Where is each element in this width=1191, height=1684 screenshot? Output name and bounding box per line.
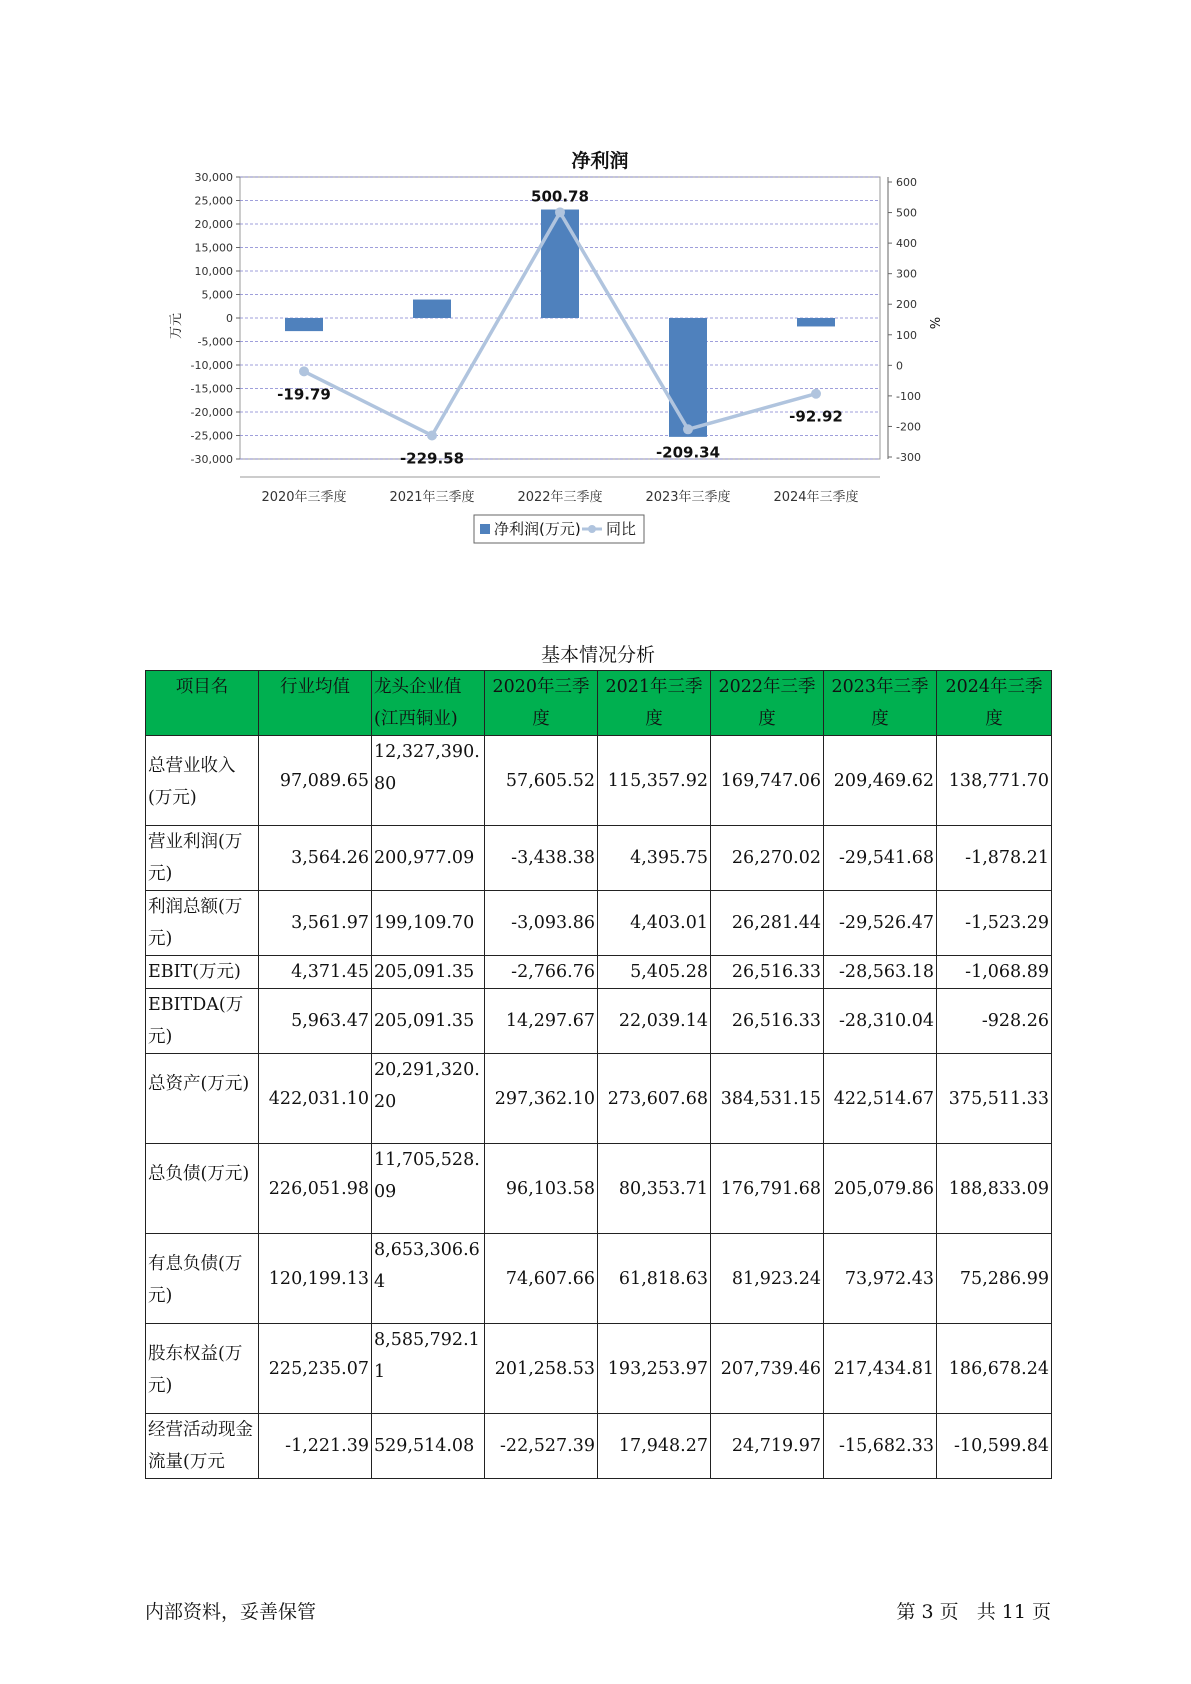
chart-legend [474, 515, 644, 543]
value-cell: 14,297.67 [485, 989, 598, 1054]
value-cell: 384,531.15 [711, 1054, 824, 1144]
row-label-cell: 有息负债(万元) [146, 1234, 259, 1324]
table-row [146, 1414, 1052, 1479]
x-tick-label: 2020年三季度 [261, 490, 347, 505]
value-cell: 26,516.33 [711, 989, 824, 1054]
y-axis-label: 万元 [169, 312, 184, 340]
table-row [146, 1144, 1052, 1234]
legend-line-label: 同比 [606, 520, 637, 538]
value-cell: 115,357.92 [598, 736, 711, 826]
row-label-cell: 利润总额(万元) [146, 891, 259, 956]
value-cell: 17,948.27 [598, 1414, 711, 1479]
value-cell: 61,818.63 [598, 1234, 711, 1324]
table-row [146, 1054, 1052, 1144]
value-cell: -29,541.68 [824, 826, 937, 891]
header-2024q3: 2024年三季度 [937, 671, 1052, 736]
yoy-data-label: -209.34 [655, 443, 721, 462]
y2-axis-label: % [926, 316, 941, 330]
header-leader-value: 龙头企业值(江西铜业) [372, 671, 485, 736]
value-cell: 74,607.66 [485, 1234, 598, 1324]
chart-title: 净利润 [571, 150, 629, 172]
row-label-cell: 股东权益(万元) [146, 1324, 259, 1414]
y2-tick-label: 0 [896, 359, 903, 373]
value-cell: 4,371.45 [259, 956, 372, 989]
yoy-data-label: -92.92 [789, 407, 843, 426]
value-cell: -2,766.76 [485, 956, 598, 989]
value-cell: 8,653,306.64 [372, 1234, 485, 1324]
value-cell: 3,561.97 [259, 891, 372, 956]
y2-tick-label: 200 [896, 298, 917, 312]
value-cell: 81,923.24 [711, 1234, 824, 1324]
yoy-point-2 [427, 430, 437, 440]
value-cell: 57,605.52 [485, 736, 598, 826]
footer-confidential: 内部资料，妥善保管 [145, 1601, 317, 1623]
y-tick-label: -25,000 [190, 429, 233, 443]
value-cell: 207,739.46 [711, 1324, 824, 1414]
row-label-cell: 营业利润(万元) [146, 826, 259, 891]
value-cell: 75,286.99 [937, 1234, 1052, 1324]
value-cell: -928.26 [937, 989, 1052, 1054]
legend-bar-swatch [480, 524, 490, 534]
value-cell: 4,403.01 [598, 891, 711, 956]
value-cell: 169,747.06 [711, 736, 824, 826]
table-row [146, 1324, 1052, 1414]
value-cell: 297,362.10 [485, 1054, 598, 1144]
value-cell: 97,089.65 [259, 736, 372, 826]
bar-5 [797, 318, 835, 326]
bar-3 [541, 210, 579, 318]
table-row [146, 989, 1052, 1054]
table-caption: 基本情况分析 [540, 644, 655, 666]
yoy-point-5 [811, 389, 821, 399]
value-cell: 200,977.09 [372, 826, 485, 891]
table-row [146, 1234, 1052, 1324]
y2-tick-label: -200 [896, 420, 921, 434]
value-cell: -1,221.39 [259, 1414, 372, 1479]
yoy-data-label: 500.78 [531, 187, 589, 206]
value-cell: -10,599.84 [937, 1414, 1052, 1479]
value-cell: 226,051.98 [259, 1144, 372, 1234]
value-cell: -29,526.47 [824, 891, 937, 956]
y2-tick-label: -100 [896, 389, 921, 403]
value-cell: 176,791.68 [711, 1144, 824, 1234]
table-row [146, 736, 1052, 826]
basic-analysis-table [145, 670, 1052, 1479]
value-cell: 205,091.35 [372, 956, 485, 989]
y-tick-label: 25,000 [194, 194, 233, 208]
y-tick-label: -10,000 [190, 359, 233, 372]
bar-4 [669, 318, 707, 437]
value-cell: 529,514.08 [372, 1414, 485, 1479]
header-2023q3: 2023年三季度 [824, 671, 937, 736]
row-label-cell: 总资产(万元) [146, 1054, 259, 1144]
value-cell: 5,963.47 [259, 989, 372, 1054]
value-cell: 205,091.35 [372, 989, 485, 1054]
value-cell: 120,199.13 [259, 1234, 372, 1324]
y2-tick-label: 100 [896, 328, 917, 342]
yoy-point-4 [683, 424, 693, 434]
row-label-cell: 经营活动现金流量(万元 [146, 1414, 259, 1479]
value-cell: 73,972.43 [824, 1234, 937, 1324]
value-cell: 8,585,792.11 [372, 1324, 485, 1414]
value-cell: 273,607.68 [598, 1054, 711, 1144]
yoy-point-1 [299, 366, 309, 376]
y-tick-label: 0 [226, 312, 233, 325]
value-cell: 138,771.70 [937, 736, 1052, 826]
net-profit-chart [169, 140, 1040, 600]
value-cell: 11,705,528.09 [372, 1144, 485, 1234]
yoy-point-3 [555, 207, 565, 217]
value-cell: 205,079.86 [824, 1144, 937, 1234]
value-cell: -15,682.33 [824, 1414, 937, 1479]
y2-tick-label: 600 [896, 176, 917, 189]
value-cell: -1,068.89 [937, 956, 1052, 989]
y-tick-label: 10,000 [194, 265, 233, 278]
value-cell: 209,469.62 [824, 736, 937, 826]
value-cell: 188,833.09 [937, 1144, 1052, 1234]
value-cell: 186,678.24 [937, 1324, 1052, 1414]
y-tick-label: -15,000 [190, 382, 233, 396]
table-body [146, 736, 1052, 1479]
value-cell: 26,516.33 [711, 956, 824, 989]
value-cell: 26,270.02 [711, 826, 824, 891]
value-cell: 96,103.58 [485, 1144, 598, 1234]
y2-tick-label: 500 [896, 206, 917, 220]
table-row [146, 956, 1052, 989]
value-cell: 20,291,320.20 [372, 1054, 485, 1144]
header-industry-avg: 行业均值 [259, 671, 372, 736]
value-cell: 4,395.75 [598, 826, 711, 891]
header-item-name: 项目名 [146, 671, 259, 736]
row-label-cell: EBIT(万元) [146, 956, 259, 989]
table-row [146, 891, 1052, 956]
value-cell: -22,527.39 [485, 1414, 598, 1479]
x-tick-label: 2023年三季度 [645, 490, 731, 505]
value-cell: 80,353.71 [598, 1144, 711, 1234]
value-cell: -1,523.29 [937, 891, 1052, 956]
value-cell: 375,511.33 [937, 1054, 1052, 1144]
table-header-row [146, 671, 1052, 736]
y2-tick-label: 300 [896, 267, 917, 281]
row-label-cell: 总负债(万元) [146, 1144, 259, 1234]
footer-page-number: 第 3 页 共 11 页 [896, 1601, 1051, 1623]
value-cell: 22,039.14 [598, 989, 711, 1054]
y-tick-label: -30,000 [190, 453, 233, 466]
y-tick-label: 15,000 [194, 241, 233, 255]
y2-tick-label: -300 [896, 451, 921, 464]
bar-2 [413, 300, 451, 318]
value-cell: -3,438.38 [485, 826, 598, 891]
y2-tick-label: 400 [896, 237, 917, 251]
value-cell: -28,563.18 [824, 956, 937, 989]
value-cell: 26,281.44 [711, 891, 824, 956]
yoy-data-label: -19.79 [277, 385, 331, 404]
legend-bar-label: 净利润(万元) [494, 520, 581, 538]
value-cell: 422,031.10 [259, 1054, 372, 1144]
y-tick-label: -5,000 [197, 335, 233, 349]
bar-1 [285, 318, 323, 331]
legend-line-marker [588, 525, 596, 533]
value-cell: 217,434.81 [824, 1324, 937, 1414]
header-2020q3: 2020年三季度 [485, 671, 598, 736]
table-row [146, 826, 1052, 891]
value-cell: 3,564.26 [259, 826, 372, 891]
value-cell: 422,514.67 [824, 1054, 937, 1144]
value-cell: -3,093.86 [485, 891, 598, 956]
x-tick-label: 2024年三季度 [773, 490, 859, 505]
header-2022q3: 2022年三季度 [711, 671, 824, 736]
value-cell: 193,253.97 [598, 1324, 711, 1414]
value-cell: -28,310.04 [824, 989, 937, 1054]
x-tick-label: 2021年三季度 [389, 490, 475, 505]
y-tick-label: -20,000 [190, 406, 233, 419]
value-cell: 5,405.28 [598, 956, 711, 989]
value-cell: 12,327,390.80 [372, 736, 485, 826]
value-cell: 225,235.07 [259, 1324, 372, 1414]
value-cell: 199,109.70 [372, 891, 485, 956]
y-tick-label: 20,000 [194, 218, 233, 231]
value-cell: 24,719.97 [711, 1414, 824, 1479]
x-tick-label: 2022年三季度 [517, 490, 603, 505]
header-2021q3: 2021年三季度 [598, 671, 711, 736]
value-cell: -1,878.21 [937, 826, 1052, 891]
row-label-cell: 总营业收入(万元) [146, 736, 259, 826]
row-label-cell: EBITDA(万元) [146, 989, 259, 1054]
value-cell: 201,258.53 [485, 1324, 598, 1414]
y-tick-label: 5,000 [201, 288, 233, 302]
y-tick-label: 30,000 [194, 171, 233, 184]
yoy-data-label: -229.58 [399, 449, 465, 468]
